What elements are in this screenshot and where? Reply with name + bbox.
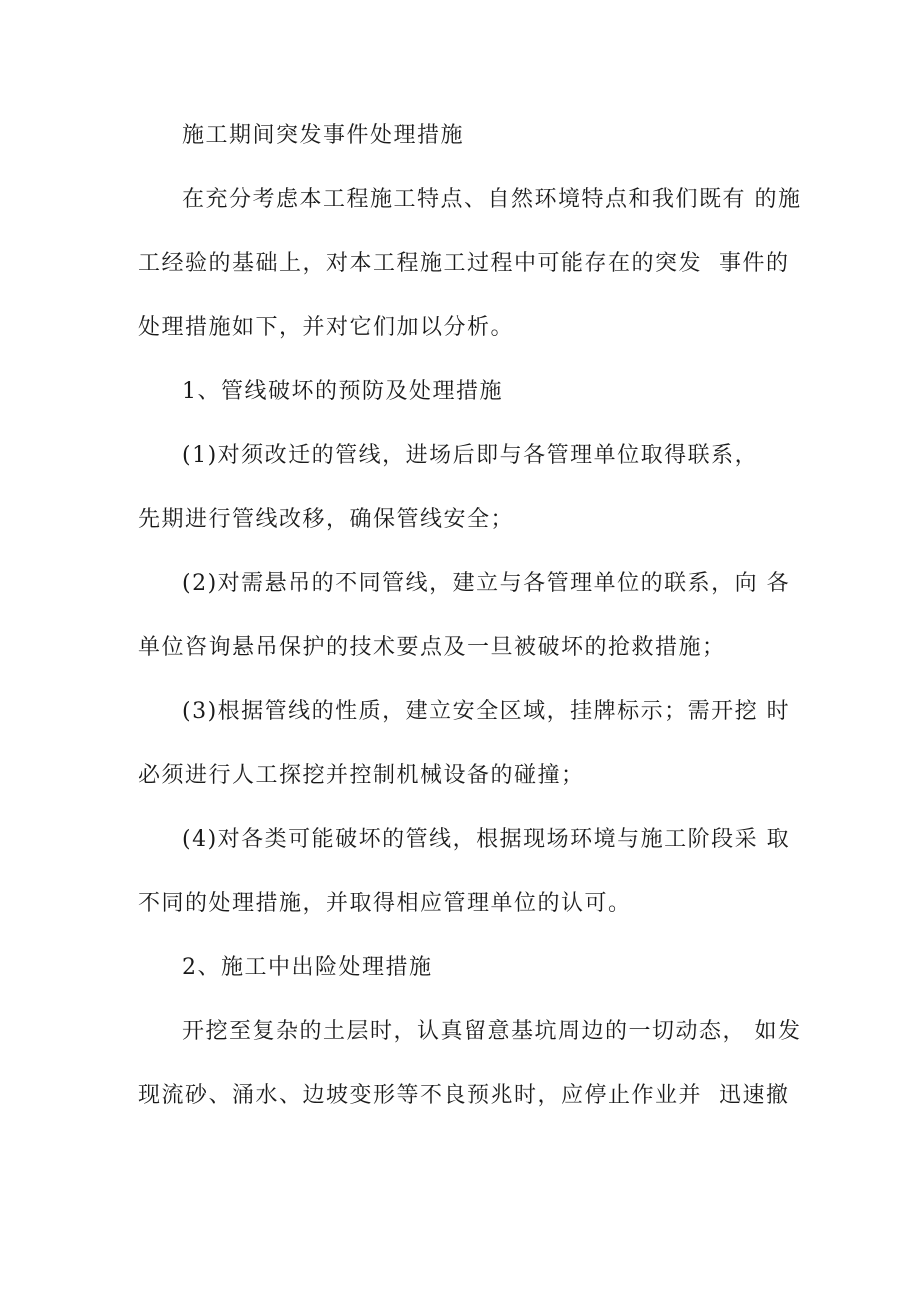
paragraph-line: 现流砂、涌水、边坡变形等不良预兆时，应停止作业并 迅速撤 (138, 1083, 790, 1108)
paragraph-line: 不同的处理措施，并取得相应管理单位的认可。 (138, 891, 632, 916)
paragraph-line: 工经验的基础上，对本工程施工过程中可能存在的突发 事件的 (138, 251, 790, 276)
document-title: 施工期间突发事件处理措施 (182, 123, 465, 148)
section-heading: 2、施工中出险处理措施 (182, 955, 433, 980)
paragraph-line: 单位咨询悬吊保护的技术要点及一旦被破坏的抢救措施； (138, 635, 726, 660)
paragraph-line: 处理措施如下，并对它们加以分析。 (138, 315, 515, 340)
section-heading: 1、管线破坏的预防及处理措施 (182, 379, 503, 404)
paragraph-line: 先期进行管线改移，确保管线安全； (138, 507, 515, 532)
paragraph-line: (1)对须改迁的管线，进场后即与各管理单位取得联系， (182, 443, 759, 468)
paragraph-line: (4)对各类可能破坏的管线，根据现场环境与施工阶段采 取 (182, 827, 791, 852)
paragraph-line: 必须进行人工探挖并控制机械设备的碰撞； (138, 763, 585, 788)
paragraph-line: (3)根据管线的性质，建立安全区域，挂牌标示；需开挖 时 (182, 699, 791, 724)
paragraph-line: (2)对需悬吊的不同管线，建立与各管理单位的联系，向 各 (182, 571, 791, 596)
paragraph-line: 在充分考虑本工程施工特点、自然环境特点和我们既有 的施 (182, 187, 802, 212)
paragraph-line: 开挖至复杂的土层时，认真留意基坑周边的一切动态， 如发 (182, 1019, 802, 1044)
